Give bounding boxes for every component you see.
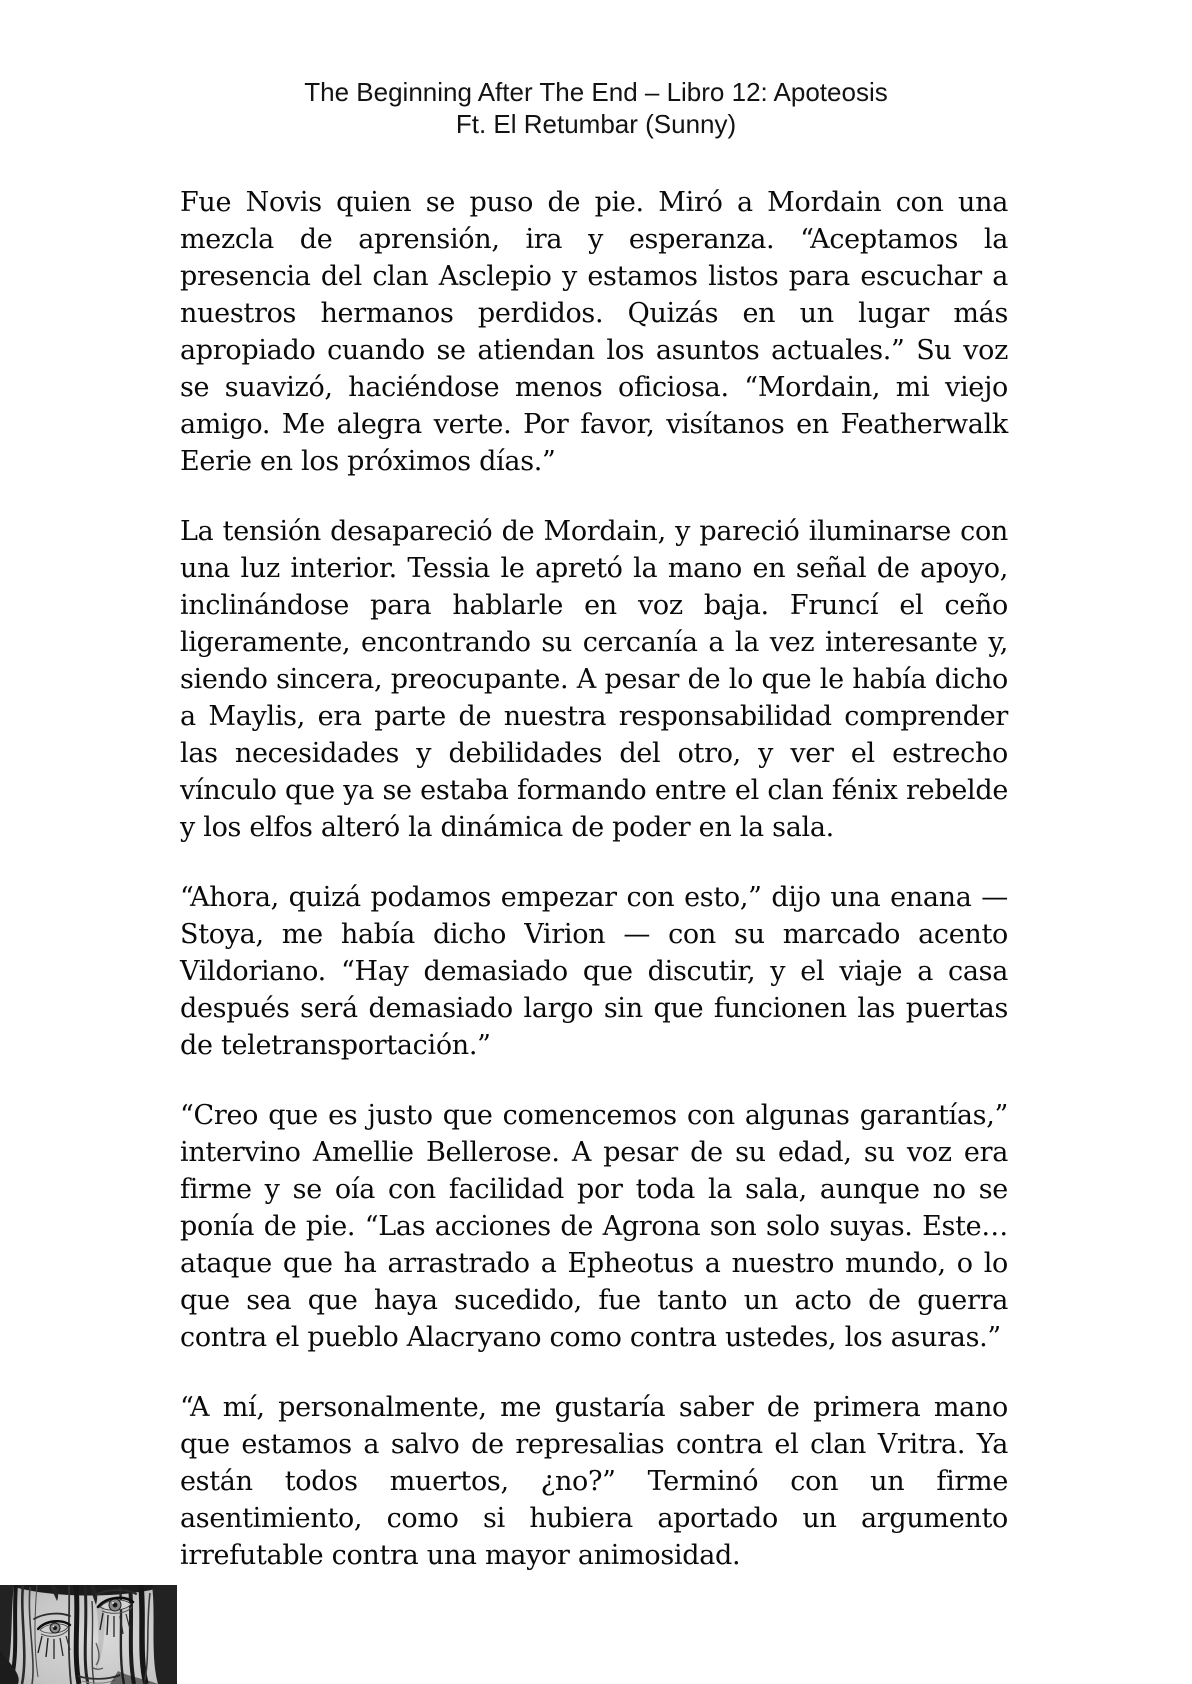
document-title <box>0 0 1192 140</box>
title-line-2: Ft. El Retumbar (Sunny) <box>455 109 737 139</box>
manga-face-illustration <box>0 1585 177 1684</box>
title-line-1: The Beginning After The End – Libro 12: Apoteosis <box>304 77 888 107</box>
paragraph: La tensión desapareció de Mordain, y pareció iluminarse con una luz interior. Tessia le apretó la mano en señal de apoyo, inclinándose para hablarle en voz baja. Fruncí el ceño ligeramente, encontrando su cercanía a la vez interesante y, siendo sincera, preocupante. A pesar de lo que le había dicho a Maylis, era parte de nuestra responsabilidad comprender las necesidades y debilidades del otro, y ver el estrecho vínculo que ya se estaba formando entre el clan fénix rebelde y los elfos alteró la dinámica de poder en la sala. <box>180 516 1008 843</box>
manga-face-image <box>0 1585 177 1684</box>
paragraph: Fue Novis quien se puso de pie. Miró a Mordain con una mezcla de aprensión, ira y esperanza. “Aceptamos la presencia del clan Asclepio y estamos listos para escuchar a nuestros hermanos perdidos. Quizás en un lugar más apropiado cuando se atiendan los asuntos actuales.” Su voz se suavizó, haciéndose menos oficiosa. “Mordain, mi viejo amigo. Me alegra verte. Por favor, visítanos en Featherwalk Eerie en los próximos días.” <box>180 187 1008 477</box>
document-body <box>180 184 1008 1574</box>
paragraph: “Ahora, quizá podamos empezar con esto,” dijo una enana — Stoya, me había dicho Virion — con su marcado acento Vildoriano. “Hay demasiado que discutir, y el viaje a casa después será demasiado largo sin que funcionen las puertas de teletransportación.” <box>180 882 1008 1061</box>
paragraph: “Creo que es justo que comencemos con algunas garantías,” intervino Amellie Bellerose. A pesar de su edad, su voz era firme y se oía con facilidad por toda la sala, aunque no se ponía de pie. “Las acciones de Agrona son solo suyas. Este… ataque que ha arrastrado a Epheotus a nuestro mundo, o lo que sea que haya sucedido, fue tanto un acto de guerra contra el pueblo Alacryano como contra ustedes, los asuras.” <box>180 1100 1008 1353</box>
paragraph: “A mí, personalmente, me gustaría saber de primera mano que estamos a salvo de represalias contra el clan Vritra. Ya están todos muertos, ¿no?” Terminó con un firme asentimiento, como si hubiera aportado un argumento irrefutable contra una mayor animosidad. <box>180 1392 1008 1571</box>
